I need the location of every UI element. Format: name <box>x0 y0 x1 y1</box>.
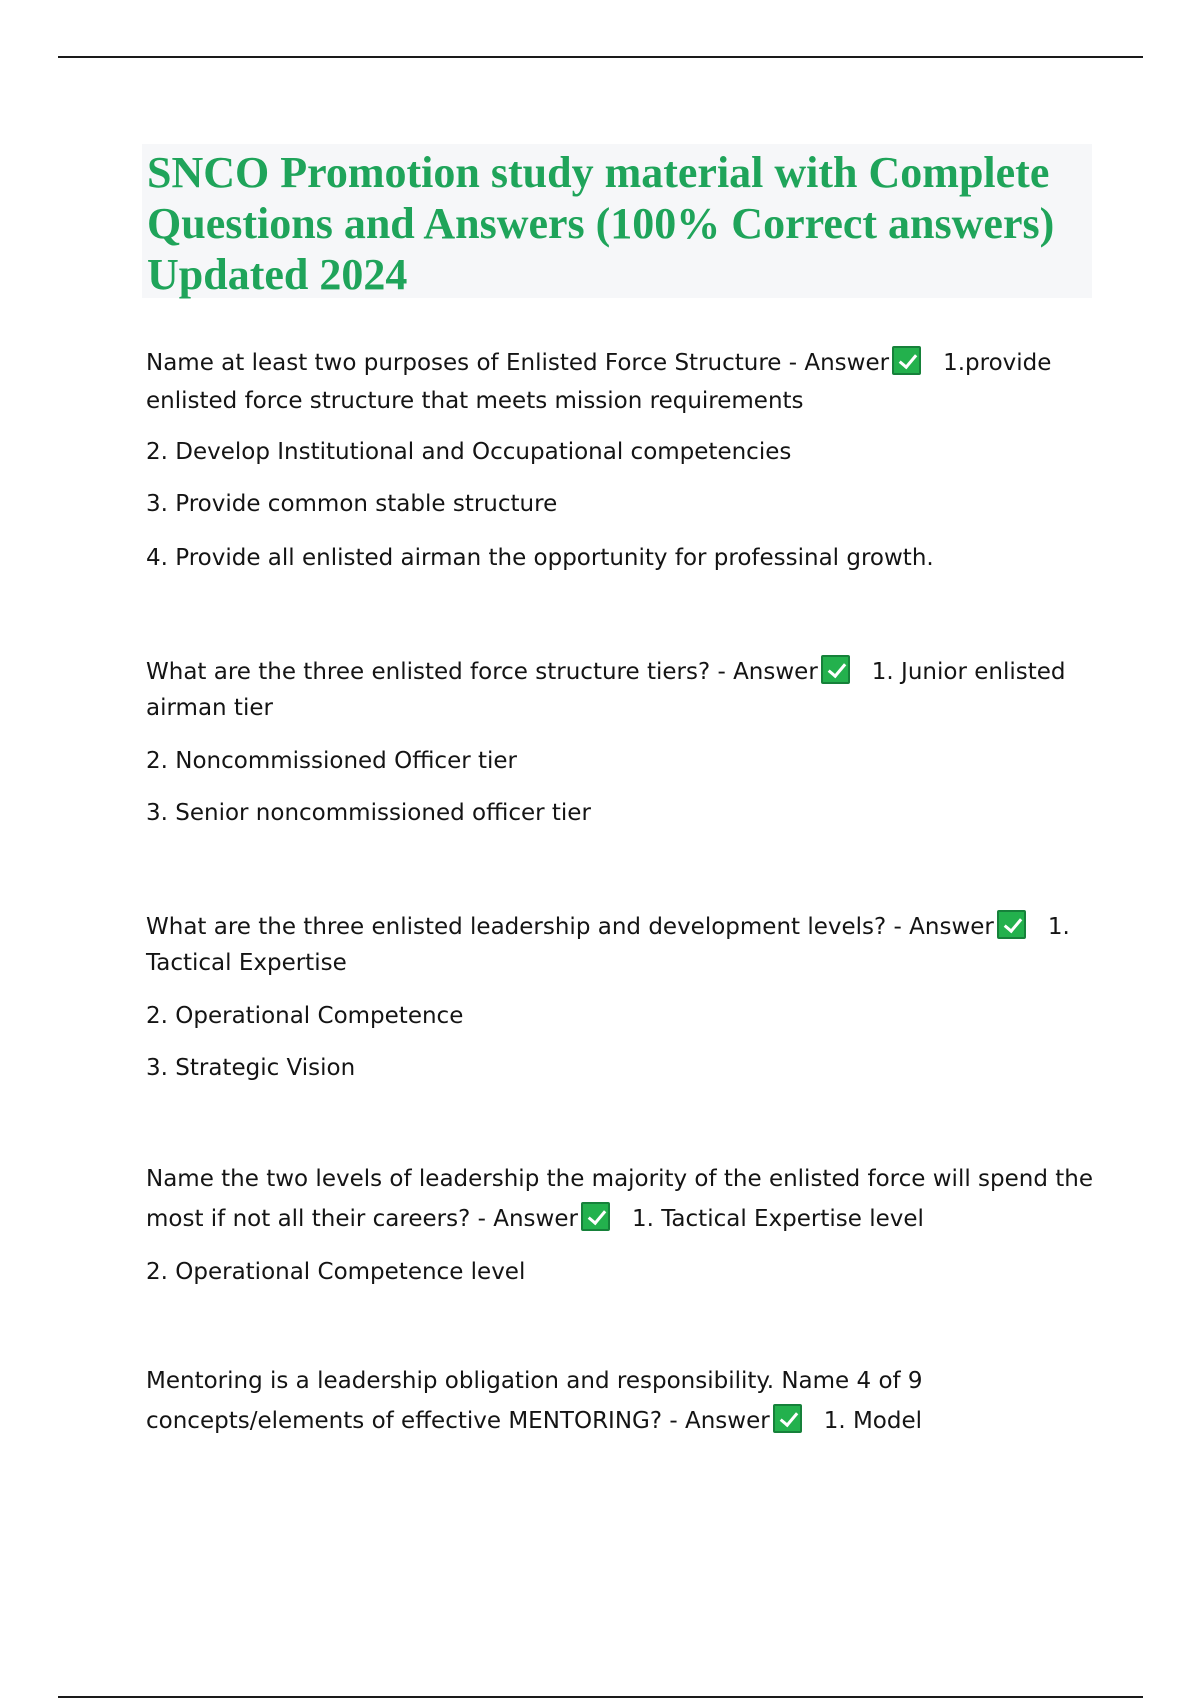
title-banner <box>142 144 1092 298</box>
answer-text: 1. Junior enlisted airman tier <box>146 659 1066 721</box>
answer-text: 1.provide enlisted force structure that meets mission requirements <box>146 350 1052 414</box>
qa-block-1 <box>146 344 1096 577</box>
checkmark-icon <box>581 1202 610 1231</box>
answer-item: 4. Provide all enlisted airman the opportunity for professinal growth. <box>146 545 934 571</box>
checkmark-icon <box>892 346 921 375</box>
answer-item: 2. Operational Competence <box>146 1003 464 1029</box>
answer-text: 1. Tactical Expertise level <box>631 1206 924 1232</box>
qa-block-2 <box>146 654 1096 832</box>
qa-block-3 <box>146 909 1096 1087</box>
question-2 <box>146 654 1096 726</box>
question-5 <box>146 1361 1096 1441</box>
question-1 <box>146 344 1096 420</box>
qa-block-5 <box>146 1361 1096 1441</box>
checkmark-icon <box>997 910 1026 939</box>
qa-block-4 <box>146 1159 1096 1291</box>
answer-item: 3. Senior noncommissioned officer tier <box>146 800 591 826</box>
bottom-rule <box>58 1696 1143 1698</box>
question-3 <box>146 909 1096 981</box>
answer-item: 2. Develop Institutional and Occupational competencies <box>146 439 792 465</box>
top-rule <box>58 56 1143 58</box>
question-text: What are the three enlisted force structure tiers? - Answer <box>146 659 818 685</box>
question-4 <box>146 1159 1096 1239</box>
answer-item: 2. Noncommissioned Officer tier <box>146 748 518 774</box>
question-text: What are the three enlisted leadership and development levels? - Answer <box>146 914 994 940</box>
checkmark-icon <box>773 1404 802 1433</box>
question-text: Name at least two purposes of Enlisted Force Structure - Answer <box>146 350 890 376</box>
answer-item: 3. Provide common stable structure <box>146 491 558 517</box>
checkmark-icon <box>821 655 850 684</box>
question-text: Name the two levels of leadership the majority of the enlisted force will spend the most if not all their careers? - Answer <box>146 1166 1093 1232</box>
answer-item: 2. Operational Competence level <box>146 1259 526 1285</box>
question-text: Mentoring is a leadership obligation and responsibility. Name 4 of 9 concepts/elements of effective MENTORING? - Answer <box>146 1368 923 1434</box>
answer-text: 1. Tactical Expertise <box>146 914 1070 976</box>
answer-text: 1. Model <box>823 1408 923 1434</box>
document-title: SNCO Promotion study material with Complete Questions and Answers (100% Correct answers) Updated 2024 <box>147 148 1055 299</box>
answer-item: 3. Strategic Vision <box>146 1055 356 1081</box>
